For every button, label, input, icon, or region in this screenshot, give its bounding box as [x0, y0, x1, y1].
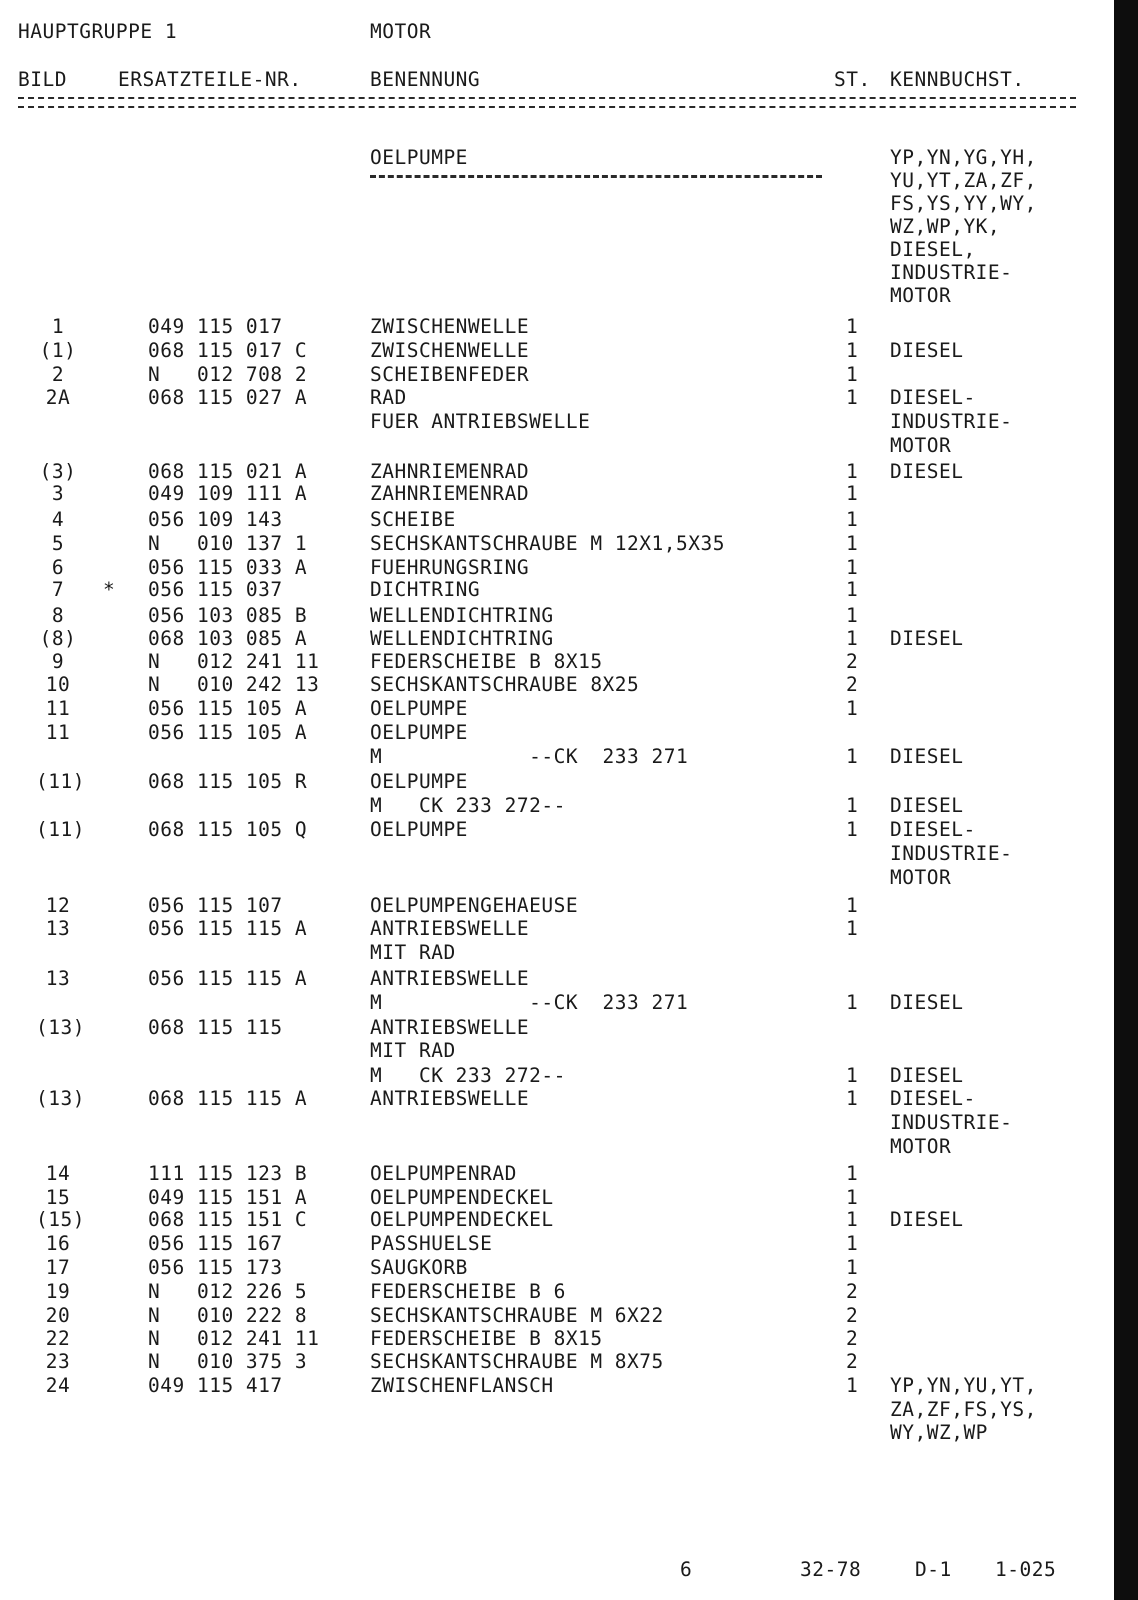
- row-name: FEDERSCHEIBE B 6: [370, 1280, 566, 1303]
- row-part-number: 056 115 115 A: [148, 967, 308, 990]
- row-qty: 1: [846, 917, 859, 940]
- row-part-number: 056 115 167: [148, 1232, 283, 1255]
- section-code-line: YU,YT,ZA,ZF,: [890, 169, 1037, 192]
- row-qty: 1: [846, 745, 859, 768]
- row-part-number: 068 115 021 A: [148, 460, 308, 483]
- row-code: DIESEL: [890, 991, 964, 1014]
- row-name: WELLENDICHTRING: [370, 604, 554, 627]
- row-bild: 11: [45, 721, 71, 744]
- section-code-line: YP,YN,YG,YH,: [890, 146, 1037, 169]
- row-bild: (3): [39, 460, 77, 483]
- row-qty: 1: [846, 818, 859, 841]
- row-part-number: 068 115 105 Q: [148, 818, 308, 841]
- footer-date: 32-78: [800, 1558, 862, 1581]
- row-part-number: 068 115 115 A: [148, 1087, 308, 1110]
- row-bild: 16: [45, 1232, 71, 1255]
- row-part-number: 056 115 105 A: [148, 697, 308, 720]
- row-qty: 1: [846, 1232, 859, 1255]
- row-bild: 5: [51, 532, 65, 555]
- row-bild: 11: [45, 697, 71, 720]
- row-bild: 2: [51, 363, 65, 386]
- row-name: M CK 233 272--: [370, 794, 566, 817]
- group-name: MOTOR: [370, 20, 432, 43]
- row-qty: 1: [846, 532, 859, 555]
- row-name: OELPUMPE: [370, 770, 468, 793]
- row-qty: 1: [846, 604, 859, 627]
- row-qty: 2: [846, 1327, 859, 1350]
- row-code: DIESEL: [890, 339, 964, 362]
- row-qty: 1: [846, 363, 859, 386]
- row-part-number: 056 115 115 A: [148, 917, 308, 940]
- row-qty: 1: [846, 1208, 859, 1231]
- row-code: DIESEL: [890, 745, 964, 768]
- row-code: INDUSTRIE-: [890, 842, 1013, 865]
- row-bild: 6: [51, 556, 65, 579]
- row-part-number: 068 115 115: [148, 1016, 283, 1039]
- row-name: ZAHNRIEMENRAD: [370, 482, 530, 505]
- row-name: WELLENDICHTRING: [370, 627, 554, 650]
- row-part-number: 056 115 107: [148, 894, 283, 917]
- row-name: ANTRIEBSWELLE: [370, 917, 530, 940]
- row-qty: 1: [846, 339, 859, 362]
- column-header-name: BENENNUNG: [370, 68, 481, 91]
- row-qty: 1: [846, 1256, 859, 1279]
- row-bild: 9: [51, 650, 65, 673]
- row-part-number: 056 115 105 A: [148, 721, 308, 744]
- row-part-number: N 012 708 2: [148, 363, 308, 386]
- row-bild: 7: [51, 578, 65, 601]
- row-part-number: 068 115 151 C: [148, 1208, 308, 1231]
- row-name: OELPUMPENDECKEL: [370, 1186, 554, 1209]
- row-part-number: N 012 241 11: [148, 1327, 320, 1350]
- row-qty: 1: [846, 460, 859, 483]
- row-bild: (8): [39, 627, 77, 650]
- row-name: ZAHNRIEMENRAD: [370, 460, 530, 483]
- row-code: DIESEL: [890, 1208, 964, 1231]
- row-qty: 1: [846, 1374, 859, 1397]
- footer-page-number: 6: [680, 1558, 693, 1581]
- row-bild: 2A: [45, 386, 71, 409]
- row-code: MOTOR: [890, 434, 952, 457]
- row-bild: 13: [45, 967, 71, 990]
- row-name: OELPUMPE: [370, 697, 468, 720]
- footer-ref-2: 1-025: [995, 1558, 1057, 1581]
- row-bild: (11): [36, 770, 85, 793]
- row-name: DICHTRING: [370, 578, 481, 601]
- column-header-qty: ST.: [834, 68, 871, 91]
- row-bild: 19: [45, 1280, 71, 1303]
- row-qty: 1: [846, 894, 859, 917]
- row-part-number: 068 103 085 A: [148, 627, 308, 650]
- row-part-number: 049 115 017: [148, 315, 283, 338]
- row-part-number: 068 115 105 R: [148, 770, 308, 793]
- row-code: DIESEL: [890, 460, 964, 483]
- row-part-number: 111 115 123 B: [148, 1162, 308, 1185]
- row-part-number: N 010 222 8: [148, 1304, 308, 1327]
- row-bild: 12: [45, 894, 71, 917]
- section-title-underline: [370, 175, 822, 182]
- row-name: SCHEIBENFEDER: [370, 363, 530, 386]
- row-name: OELPUMPENDECKEL: [370, 1208, 554, 1231]
- row-name: PASSHUELSE: [370, 1232, 493, 1255]
- row-name: ANTRIEBSWELLE: [370, 967, 530, 990]
- row-star-marker: *: [103, 578, 116, 601]
- section-code-line: INDUSTRIE-: [890, 261, 1013, 284]
- header-double-rule: [18, 97, 1076, 108]
- row-bild: 13: [45, 917, 71, 940]
- row-bild: 24: [45, 1374, 71, 1397]
- row-name: ZWISCHENWELLE: [370, 315, 530, 338]
- row-qty: 1: [846, 315, 859, 338]
- row-qty: 1: [846, 482, 859, 505]
- row-name: OELPUMPENRAD: [370, 1162, 517, 1185]
- row-name: OELPUMPENGEHAEUSE: [370, 894, 579, 917]
- row-name: ZWISCHENWELLE: [370, 339, 530, 362]
- row-part-number: N 010 375 3: [148, 1350, 308, 1373]
- row-part-number: 056 115 033 A: [148, 556, 308, 579]
- row-name: MIT RAD: [370, 1039, 456, 1062]
- group-label: HAUPTGRUPPE 1: [18, 20, 178, 43]
- row-bild: 3: [51, 482, 65, 505]
- row-qty: 1: [846, 1087, 859, 1110]
- row-code: DIESEL: [890, 794, 964, 817]
- row-code: MOTOR: [890, 1135, 952, 1158]
- row-bild: 20: [45, 1304, 71, 1327]
- row-qty: 2: [846, 1350, 859, 1373]
- row-name: OELPUMPE: [370, 818, 468, 841]
- section-title: OELPUMPE: [370, 146, 468, 169]
- row-qty: 1: [846, 627, 859, 650]
- row-code: YP,YN,YU,YT,: [890, 1374, 1037, 1397]
- row-part-number: 068 115 027 A: [148, 386, 308, 409]
- row-bild: (1): [39, 339, 77, 362]
- row-name: MIT RAD: [370, 941, 456, 964]
- row-name: FUER ANTRIEBSWELLE: [370, 410, 591, 433]
- row-bild: (13): [36, 1087, 85, 1110]
- row-name: FUEHRUNGSRING: [370, 556, 530, 579]
- row-code: INDUSTRIE-: [890, 410, 1013, 433]
- row-name: ANTRIEBSWELLE: [370, 1087, 530, 1110]
- row-qty: 1: [846, 697, 859, 720]
- row-bild: 14: [45, 1162, 71, 1185]
- row-qty: 2: [846, 650, 859, 673]
- row-qty: 1: [846, 1064, 859, 1087]
- scan-edge-black-bar: [1114, 0, 1138, 1600]
- row-qty: 1: [846, 1162, 859, 1185]
- row-qty: 1: [846, 508, 859, 531]
- section-code-line: WZ,WP,YK,: [890, 215, 1001, 238]
- row-qty: 1: [846, 794, 859, 817]
- section-code-line: FS,YS,YY,WY,: [890, 192, 1037, 215]
- section-code-line: MOTOR: [890, 284, 952, 307]
- row-name: SECHSKANTSCHRAUBE 8X25: [370, 673, 640, 696]
- row-part-number: 056 115 037: [148, 578, 283, 601]
- row-qty: 1: [846, 991, 859, 1014]
- row-code: WY,WZ,WP: [890, 1421, 988, 1444]
- row-part-number: 056 115 173: [148, 1256, 283, 1279]
- row-name: SECHSKANTSCHRAUBE M 12X1,5X35: [370, 532, 725, 555]
- row-code: MOTOR: [890, 866, 952, 889]
- row-part-number: 049 109 111 A: [148, 482, 308, 505]
- row-part-number: 049 115 417: [148, 1374, 283, 1397]
- row-code: DIESEL-: [890, 1087, 976, 1110]
- row-bild: (15): [36, 1208, 85, 1231]
- row-name: M CK 233 272--: [370, 1064, 566, 1087]
- row-bild: 1: [51, 315, 65, 338]
- row-name: FEDERSCHEIBE B 8X15: [370, 1327, 603, 1350]
- column-header-code: KENNBUCHST.: [890, 68, 1025, 91]
- row-name: RAD: [370, 386, 407, 409]
- row-bild: 8: [51, 604, 65, 627]
- row-part-number: N 012 226 5: [148, 1280, 308, 1303]
- row-bild: 22: [45, 1327, 71, 1350]
- row-code: ZA,ZF,FS,YS,: [890, 1398, 1037, 1421]
- row-bild: 10: [45, 673, 71, 696]
- row-part-number: N 012 241 11: [148, 650, 320, 673]
- row-part-number: N 010 242 13: [148, 673, 320, 696]
- row-code: DIESEL: [890, 1064, 964, 1087]
- row-name: SECHSKANTSCHRAUBE M 6X22: [370, 1304, 664, 1327]
- column-header-bild: BILD: [18, 68, 67, 91]
- row-bild: 17: [45, 1256, 71, 1279]
- row-code: DIESEL-: [890, 818, 976, 841]
- row-name: FEDERSCHEIBE B 8X15: [370, 650, 603, 673]
- row-qty: 2: [846, 673, 859, 696]
- row-qty: 1: [846, 386, 859, 409]
- row-qty: 1: [846, 556, 859, 579]
- row-name: SAUGKORB: [370, 1256, 468, 1279]
- row-qty: 2: [846, 1304, 859, 1327]
- row-code: DIESEL: [890, 627, 964, 650]
- row-bild: 15: [45, 1186, 71, 1209]
- row-name: SECHSKANTSCHRAUBE M 8X75: [370, 1350, 664, 1373]
- row-qty: 2: [846, 1280, 859, 1303]
- section-code-line: DIESEL,: [890, 238, 976, 261]
- row-name: SCHEIBE: [370, 508, 456, 531]
- row-name: M --CK 233 271: [370, 991, 689, 1014]
- row-name: M --CK 233 271: [370, 745, 689, 768]
- row-name: ANTRIEBSWELLE: [370, 1016, 530, 1039]
- row-bild: 4: [51, 508, 65, 531]
- row-name: ZWISCHENFLANSCH: [370, 1374, 554, 1397]
- row-part-number: N 010 137 1: [148, 532, 308, 555]
- row-part-number: 056 103 085 B: [148, 604, 308, 627]
- row-bild: (13): [36, 1016, 85, 1039]
- row-qty: 1: [846, 1186, 859, 1209]
- footer-ref-1: D-1: [915, 1558, 952, 1581]
- row-code: DIESEL-: [890, 386, 976, 409]
- row-part-number: 049 115 151 A: [148, 1186, 308, 1209]
- row-code: INDUSTRIE-: [890, 1111, 1013, 1134]
- row-qty: 1: [846, 578, 859, 601]
- row-part-number: 056 109 143: [148, 508, 283, 531]
- row-part-number: 068 115 017 C: [148, 339, 308, 362]
- row-name: OELPUMPE: [370, 721, 468, 744]
- row-bild: 23: [45, 1350, 71, 1373]
- row-bild: (11): [36, 818, 85, 841]
- column-header-part-number: ERSATZTEILE-NR.: [118, 68, 302, 91]
